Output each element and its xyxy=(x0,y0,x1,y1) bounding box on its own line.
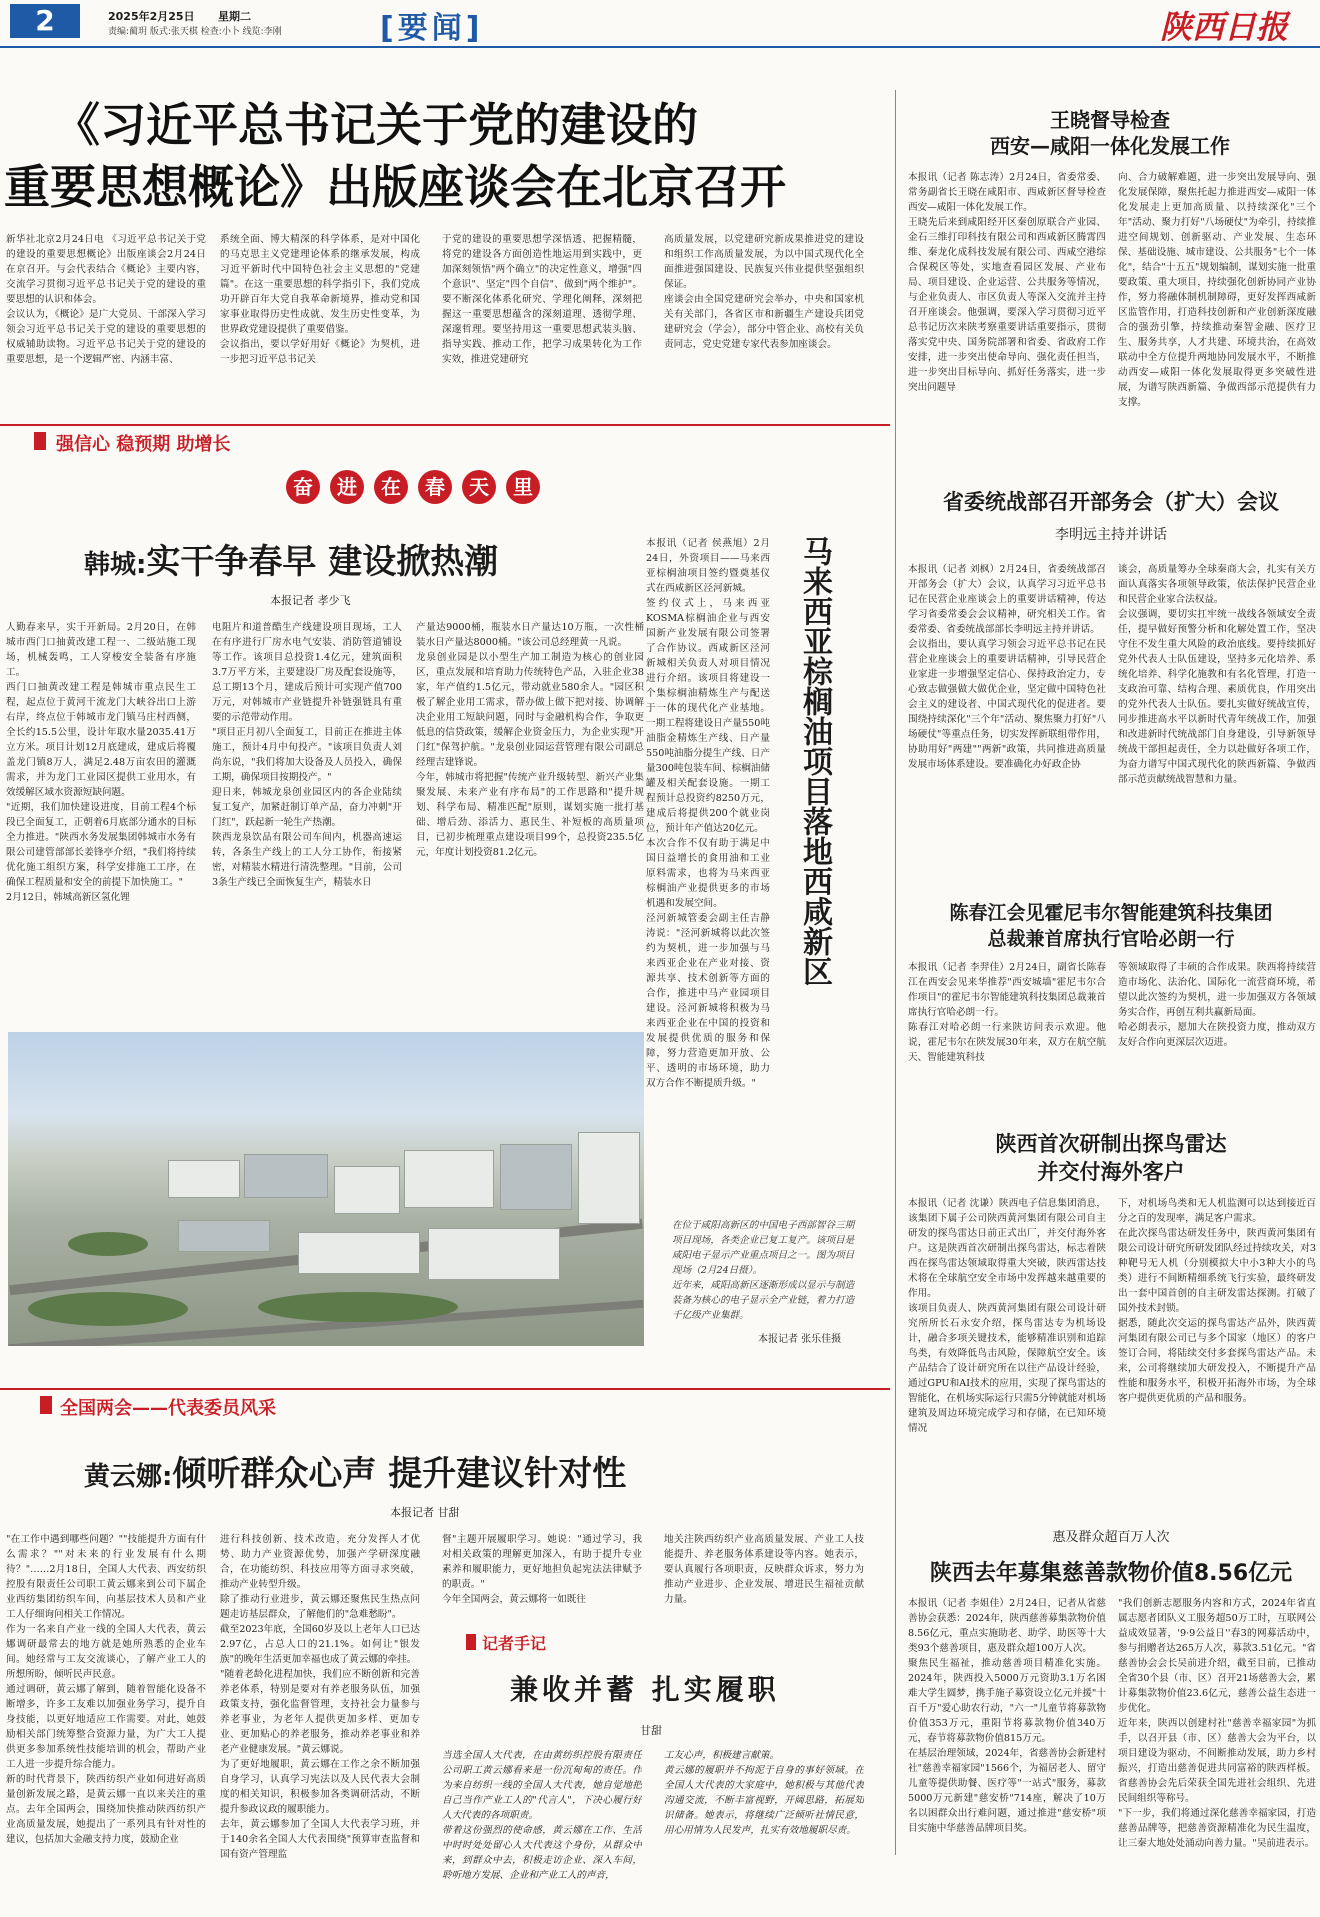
charity-col2: "我们创新志愿服务内容和方式，2024年省直属志愿者团队义工服务超50万工时，互联网公益成效显著，'9·9公益日''春3的网募活动中，参与捐赠者达265万人次，募款3.51亿元。"省慈善协会会长吴前进介绍，截至目前，已推动全省30个县（市、区）召开21场慈善大会，累计募集款物价值23.6亿元，慈善公益生态进一步优化。 近年来，陕西以创建村社"慈善幸福家园"为抓手，以召开县（市、区）慈善大会为平台，以项目建设为驱动，不间断推动发展，助力乡村振兴，打造出慈善促进共同富裕的陕西样板。省慈善协会先后荣获全国先进社会组织、先进民间组织等称号。 "下一步，我们将通过深化慈善幸福家园，打造慈善品牌等，把慈善资源精准化为民生温度，让三秦大地处处涌动向善力量。"吴前进表示。 xyxy=(1118,1598,1316,1849)
huang-col4: 地关注陕西纺织产业高质量发展、产业工人技能提升、养老服务体系建设等内容。她表示，要认真履行各项职责，反映群众诉求，努力为推动产业进步、企业发展、增进民生福祉贡献力量。 xyxy=(664,1534,864,1605)
chip-4: 春 xyxy=(418,470,452,504)
main-headline-2: 重要思想概论》出版座谈会在北京召开 xyxy=(4,160,786,214)
radar-title-1: 陕西首次研制出探鸟雷达 xyxy=(995,1132,1227,1156)
charity-title: 陕西去年募集慈善款物价值8.56亿元 xyxy=(929,1561,1293,1586)
wangxiao-title-1: 王晓督导检查 xyxy=(1050,108,1170,132)
main-article-col4: 高质量发展，以党建研究新成果推进党的建设和组织工作高质量发展，为以中国式现代化全面推进强国建设、民族复兴伟业提供坚强组织保证。 座谈会由全国党建研究会举办，中央和国家机关有关部门，各省区市和新疆生产建设兵团党建研究会（学会），部分中管企业、高校有关负责同志，党史党建专家代表参加座谈会。 xyxy=(664,234,864,350)
notes-title: 兼收并蓄 扎实履职 xyxy=(510,1673,780,1706)
huang-title-prefix: 黄云娜: xyxy=(84,1462,173,1492)
notes-col1: 当选全国人大代表，在由黄纺织控股有限责任公司职工黄云娜看来是一份沉甸甸的责任。作为来自纺织一线的全国人大代表，她自觉地把自己当作产业工人的"代言人"，下决心履行好人大代表的各项职责。 带着这份强烈的使命感，黄云娜在工作、生活中时时处处留心人大代表这个身份，从群众中来，到群众中去，积极走访企业、深入车间，聆听地方发展、企业和产业工人的声音， xyxy=(442,1750,642,1881)
hancheng-col3: 产量达9000桶，瓶装水日产量达10万瓶，一次性桶装水日产量达8000桶。"该公司总经理黄一凡说。 龙泉创业园是以小型生产加工制造为核心的创业园区，重点发展和培育助力传统特色产品，入驻企业38家，年产值约1.5亿元，带动就业580余人。"园区积极了解企业用工需求，帮办做上做下把对接、协调解决企业用工短缺问题，同时与金融机构合作，争取更低息的信贷政策，缓解企业资金压力，为企业实现"开门红"保驾护航。"龙泉创业园运营管理有限公司副总经理吉建锋说。 今年，韩城市将把握"传统产业升级转型、新兴产业集聚发展、未来产业有序布局"的工作思路和"提升规划、科学布局、精准匹配"原则，谋划实施一批打基础、增后劲、添活力、惠民生、补短板的高质量项目，已初步梳理重点建设项目99个，总投资235.5亿元，年度计划投资81.2亿元。 xyxy=(416,622,644,858)
chip-5: 天 xyxy=(462,470,496,504)
section-label: [要闻] xyxy=(380,11,484,46)
hancheng-col1: 人勤春来早，实干开新局。2月20日，在韩城市西门口抽黄改建工程一、二级站施工现场，机械轰鸣，工人穿梭安全装备有序施工。 西门口抽黄改建工程是韩城市重点民生工程，起点位于黄河干流龙门大峡谷出口上游右岸，终点位于韩城市龙门镇马庄村西侧，全长约15.5公里，设计年取水量2035.41万立方米。项目计划12月底建成，建成后将覆盖龙门镇8万人，满足2.48万亩农田的灌溉需求，并为龙门工业园区提供工业用水，有效缓解区域水资源短缺问题。 "近期，我们加快建设进度，目前工程4个标段已全面复工，正朝着6月底部分通水的目标全力推进。"陕西水务发展集团韩城市水务有限公司建管部部长姜锋亭介绍，"我们将持续优化施工组织方案，科学安排施工工序，在确保工程质量和安全的前提下加快施工。" 2月12日，韩城高新区氢化锂 xyxy=(6,622,196,903)
huang-col1: "在工作中遇到哪些问题？""技能提升方面有什么需求？""对未来的行业发展有什么期待？"……2月18日，全国人大代表、西安纺织控股有限责任公司职工黄云娜来到公司下属企业西纺集团纺织车间，向基层技术人员和产业工人仔细询问相关工作情况。 作为一名来自产业一线的全国人大代表，黄云娜调研最常去的地方就是她所熟悉的企业车间。她经常与工友交流谈心，了解产业工人的所想所盼，倾听民声民意。 通过调研，黄云娜了解到，随着智能化设备不断增多，许多工友难以加强业务学习，提升自身技能，以更好地适应工作需要。对此，她鼓励相关部门统筹整合资源力量，为广大工人提供更多参加系统性技能培训的机会，帮助产业工人进一步提升综合能力。 新的时代背景下，陕西纺织产业如何进好高质量创新发展之路，是黄云娜一直以来关注的重点。去年全国两会，围绕加快推动陕西纺织产业高质量发展，她提出了一系列具有针对性的建议，包括加大金融支持力度，鼓励企业 xyxy=(6,1534,206,1845)
hancheng-title-main: 实干争春早 建设掀热潮 xyxy=(146,542,499,582)
section-marker xyxy=(34,432,46,450)
notes-marker xyxy=(466,1634,476,1650)
chen-title-2: 总裁兼首席执行官哈必朗一行 xyxy=(987,928,1235,950)
page-header xyxy=(0,0,1320,44)
chip-2: 进 xyxy=(330,470,364,504)
chen-col1: 本报讯（记者 李羿佳）2月24日，副省长陈春江在西安会见来华推荐"西安城墙"霍尼韦尔合作项目"的霍尼韦尔智能建筑科技集团总裁兼首席执行官哈必朗一行。 陈春江对哈必朗一行来陕访问表示欢迎。他说，霍尼韦尔在陕发展30年来，双方在航空航天、智能建筑科技 xyxy=(908,962,1106,1063)
wangxiao-col1: 本报讯（记者 陈志涛）2月24日，省委常委、常务副省长王晓在咸阳市、西咸新区督导检查西安—咸阳一体化发展工作。 王晓先后来到咸阳经开区秦创原联合产业园、金石三维打印科技有限公司和西咸新区腾霄四维、秦龙化成科技发展有限公司、西咸空港综合保税区等处，实地查看园区发展、产业布局、项目建设、企业运营、公共服务等情况，与企业负责人、市区负责人等深入交流并主持召开座谈会。他强调，要深入学习贯彻习近平总书记历次来陕考察重要讲话重要指示，贯彻落实党中央、国务院部署和省委、省政府工作安排，进一步突出使命导向、强化责任担当，进一步突出目标导向、抓好任务落实，进一步突出问题导 xyxy=(908,172,1106,393)
conference-title: 全国两会——代表委员风采 xyxy=(60,1398,276,1419)
malaysia-body: 本报讯（记者 侯燕旭）2月24日，外资项目——马来西亚棕榈油项目签约暨奠基仪式在西咸新区泾河新城。 签约仪式上，马来西亚KOSMA棕榈油企业与西安国新产业发展有限公司签署了合作协议。西咸新区泾河新城相关负责人对项目情况进行介绍。该项目将建设一个集棕榈油精炼生产与配送于一体的现代化产业基地。一期工程将建设日产量550吨油脂金精炼生产线、日产量550吨油脂分提生产线、日产量300吨包装车间、棕榈油储罐及相关配套设施。一期工程预计总投资约8250万元，建成后将提供200个就业岗位，预计年产值达20亿元。 本次合作不仅有助于满足中国日益增长的食用油和工业原料需求，也将为马来西亚棕榈油产业提供更多的市场机遇和发展空间。 泾河新城管委会副主任吉静涛说："泾河新城将以此次签约为契机，进一步加强与马来西亚企业在产业对接、资源共享、技术创新等方面的合作，推进中马产业园项目建设。泾河新城将积极为马来西亚企业在中国的投资和发展提供优质的服务和保障，努力营造更加开放、公平、透明的市场环境，助力双方合作不断提质升级。" xyxy=(646,538,770,1089)
page-number: 2 xyxy=(10,4,80,38)
notes-byline: 甘甜 xyxy=(640,1724,662,1737)
charity-col1: 本报讯（记者 李姐佳）2月24日，记者从省慈善协会获悉：2024年，陕西慈善募集款物价值8.56亿元，重点实施助老、助学、助医等十大类93个慈善项目，惠及群众超100万人次。 聚焦民生福祉，推动慈善项目精准化实施。2024年，陕西投入5000万元资助3.1万名困难大学生圆梦，携手施子募资设立亿元并援"十百千万"爱心助农行动，"六一"儿童节将募款物价值353万元，重阳节将募款物价值340万元，春节将募款物价值815万元。 在基层治理领域，2024年，省慈善协会新建村社"慈善幸福家园"1566个，为福居老人、留守儿童等提供助餐、医疗等"一站式"服务，募款5000万元新建"慈安桥"714座，解决了10万名以困群众出行难问题，通过推进"慈安桥"项目实施中华慈善品牌项目奖。 xyxy=(908,1598,1106,1834)
header-rule xyxy=(0,46,1320,48)
charity-kicker: 惠及群众超百万人次 xyxy=(1052,1530,1170,1545)
hancheng-byline: 本报记者 孝少飞 xyxy=(270,594,351,607)
section-rule xyxy=(0,424,890,426)
chips-row xyxy=(286,470,586,510)
hancheng-title xyxy=(84,534,498,583)
notes-col2: 工友心声，积极建言献策。 黄云娜的履职并不拘泥于自身的事好领域。在全国人大代表的大家庭中，她积极与其他代表沟通交流，不断丰富视野，开阔思路，拓展知识储备。她表示，将继续广泛倾听社情民意，用心用情为人民发声，扎实有效地履职尽责。 xyxy=(664,1750,864,1836)
main-article-col1: 新华社北京2月24日电 《习近平总书记关于党的建设的重要思想概论》出版座谈会2月24日在京召开。与会代表结合《概论》主要内容，交流学习贯彻习近平总书记关于党的建设的重要思想的认识和体会。 会议认为，《概论》是广大党员、干部深入学习领会习近平总书记关于党的建设的重要思想的权威辅助读物。习近平总书记关于党的建设的重要思想，是一个逻辑严密、内涵丰富、 xyxy=(6,234,206,365)
chip-3: 在 xyxy=(374,470,408,504)
issue-date: 2025年2月25日 xyxy=(108,10,195,23)
notes-label-text: 记者手记 xyxy=(482,1634,547,1653)
unitedfront-subtitle: 李明远主持并讲话 xyxy=(1055,527,1167,543)
main-headline-1: 《习近平总书记关于党的建设的 xyxy=(54,98,698,152)
photo-caption: 在位于咸阳高新区的中国电子西部智谷三期项目现场，各类企业已复工复产。该项目是咸阳电子显示产业重点项目之一。图为项目现场（2月24日摄）。 近年来，咸阳高新区逐渐形成以显示与制造装备为核心的电子显示全产业链，着力打造千亿级产业集群。 xyxy=(672,1220,855,1321)
photo-credit: 本报记者 张乐佳摄 xyxy=(758,1334,842,1345)
wangxiao-title-2: 西安—咸阳一体化发展工作 xyxy=(990,134,1230,158)
section-bar xyxy=(0,428,300,456)
radar-col2: 下，对机场鸟类和无人机监测可以达到接近百分之百的发现率，满足客户需求。 在此次探鸟雷达研发任务中，陕西黄河集团有限公司设计研究所研发团队经过持续攻关，对3种靶号无人机（分别模拟大中小3种大小的鸟类）进行不间断精细系统飞行实验，最终研发出一套中国首创的自主研发雷达探测。打破了国外技术封锁。 据悉，随此次交运的探鸟雷达产品外，陕西黄河集团有限公司已与多个国家（地区）的客户签订合同，将陆续交付多套探鸟雷达产品。未来，公司将继续加大研发投入，不断提升产品性能和服务水平，积极开拓海外市场，为全球客户提供更优质的产品和服务。 xyxy=(1118,1198,1316,1404)
radar-col1: 本报讯（记者 沈谦）陕西电子信息集团消息，该集团下属子公司陕西黄河集团有限公司自主研发的探鸟雷达日前正式出厂，并交付海外客户。这是陕西首次研制出探鸟雷达，标志着陕西在探鸟雷达领域取得重大突破，陕西雷达技术将在全球航空安全市场中发挥越来越重要的作用。 该项目负责人、陕西黄河集团有限公司设计研究所所长石永安介绍，探鸟雷达专为机场设计，融合多项关键技术，能够精准识别和追踪鸟类，有效降低鸟击风险，保障航空安全。该产品结合了设计研究所在以往产品设计经验，通过GPU和AI技术的应用，实现了探鸟雷达的智能化，在机场实际运行只需5分钟就能对机场建筑及周边环境完成学习和存储，在已知环境情况 xyxy=(908,1198,1106,1434)
hancheng-col2: 电阻片和道普酷生产线建设项目现场，工人在有序进行厂房水电气安装、消防管道铺设等工作。该项目总投资1.4亿元，建筑面积3.7万平方米，主要建设厂房及配套设施等，总工期13个月，建成后预计可实现产值700万元，对韩城市产业链提升补链强链具有重要的示范带动作用。 "项目正月初八全面复工，目前正在推进主体施工，预计4月中旬投产。"该项目负责人刘尚东说，"我们将加大设备及人员投入，确保工期，确保项目按期投产。" 迎日来，韩城龙泉创业园区内的各企业陆续复工复产，加紧赶制订单产品，奋力冲刺"开门红"，跃起新一轮生产热潮。 陕西龙泉饮品有限公司车间内，机器高速运转，各条生产线上的工人分工协作，衔接紧密，对精装水精进行清洗整理。"目前，公司3条生产线已全面恢复生产，精装水日 xyxy=(212,622,402,888)
main-article-col3: 于党的建设的重要思想学深悟透、把握精髓，将党的建设各方面创造性地运用到实践中，更加深刻领悟"两个确立"的决定性意义，增强"四个意识"、坚定"四个自信"、做到"两个维护"。要不断深化体系化研究、学理化阐释，深刻把握这一重要思想蕴含的深刻道理、透彻学理、深邃哲理。要坚持用这一重要思想武装头脑、指导实践、推动工作，把学习成果转化为工作实效，推进党建研究 xyxy=(442,234,642,365)
chip-1: 奋 xyxy=(286,470,320,504)
conference-rule xyxy=(0,1388,890,1390)
issue-weekday: 星期二 xyxy=(218,10,251,23)
radar-title-2: 并交付海外客户 xyxy=(1037,1160,1185,1184)
chen-title-1: 陈春江会见霍尼韦尔智能建筑科技集团 xyxy=(949,902,1273,924)
unitedfront-col1: 本报讯（记者 刘枫）2月24日，省委统战部召开部务会（扩大）会议，认真学习习近平总书记在民营企业座谈会上的重要讲话精神，传达学习省委常委会会议精神，研究相关工作。省委常委、省委统战部部长李明远主持并讲话。 会议指出，要认真学习领会习近平总书记在民营企业座谈会上的重要讲话精神，引导民营企业家进一步增强坚定信心、保持政治定力，专心致志做强做大做优企业，坚定做中国特色社会主义的建设者、中国式现代化的促进者。要围绕持续深化"三个年"活动、聚焦聚力打好"八场硬仗"等重点任务，切实发挥新联组带作用，协助用好"两建""两新"政策，共同推进高质量发展市场体系建设。要准确化办好政企协 xyxy=(908,564,1106,770)
chip-6: 里 xyxy=(506,470,540,504)
chen-col2: 等领域取得了丰硕的合作成果。陕西将持续营造市场化、法治化、国际化一流营商环境，希望以此次签约为契机，进一步加强双方各领域务实合作，再创互利共赢新局面。 哈必朗表示，愿加大在陕投资力度，推动双方友好合作向更深层次迈进。 xyxy=(1118,962,1316,1048)
wangxiao-col2: 向、合力破解难题，进一步突出发展导向、强化发展保障，聚焦托起力推进西安—咸阳一体化发展走上更加高质量、以持续深化"三个年"活动、聚力打好"八场硬仗"为牵引，持续推进空间规划、创新驱动、产业发展、生态环保、基础设施、城市建设、公共服务"七个一体化"，结合"十五五"规划编制，谋划实施一批重要政策、重大项目，持续强化创新协同产业协作，努力将融体制机制障碍，更好发挥西咸新区监管作用，打造科技创新和产业创新深度融合的强劲引擎，持续推动秦智金融、医疗卫生、服务共享，人才共建、环境共治，在高效联动中全方位提升两地协同发展水平，不断推动西安—咸阳一体化发展取得更多突破性进展，为谱写陕西新篇、争做西部示范提供有力支撑。 xyxy=(1118,172,1316,408)
huang-title xyxy=(84,1446,626,1495)
unitedfront-col2: 谈会，高质量筹办全球秦商大会，扎实有关方面认真落实各项领导政策，依法保护民营企业和民营企业家合法权益。 会议强调，要切实扛牢统一战线各领域安全责任，提早做好预警分析和化解处置工作，坚决守住不发生重大风险的政治底线。要持续抓好党外代表人士队伍建设，坚持多元化培养、系统化培养、科学化施教和有名化管理，打造一支政治可靠、结构合理、素质优良，作用突出的党外代表人士队伍。要扎实做好统战宣传，同步推进高水平以新时代青年统战工作，加强和改进新时代统战部门自身建设，引导新领导统战干部担起责任，全力以赴做好各项工作，为奋力谱写中国式现代化的陕西新篇、争做西部示范贡献统战智慧和力量。 xyxy=(1118,564,1316,785)
hancheng-title-prefix: 韩城: xyxy=(84,550,147,580)
section-title: 强信心 稳预期 助增长 xyxy=(56,434,231,455)
notes-label xyxy=(466,1630,666,1654)
malaysia-title: 马来西亚棕榈油项目落地西咸新区 xyxy=(797,536,832,986)
conference-marker xyxy=(40,1396,52,1414)
huang-col2: 进行科技创新、技术改造，充分发挥人才优势、助力产业资源优势，加强产学研深度融合，在功能纺织、科技应用等方面寻求突破，推动产业转型升级。 除了推动行业进步，黄云娜还聚焦民生热点问题走访基层群众，了解他们的"急难愁盼"。 截至2023年底，全国60岁及以上老年人口已达2.97亿，占总人口的21.1%。如何让"银发族"的晚年生活更加幸福也成了黄云娜的牵挂。 "随着老龄化进程加快，我们应不断创新和完善养老体系，特别是要对有养老服务队伍，加强政策支持，强化监督管理，支持社会力量参与养老事业，为老年人提供更加多样、更加专业、更加贴心的养老服务，推动养老事业和养老产业健康发展。"黄云娜说。 为了更好地履职，黄云娜在工作之余不断加强自身学习，认真学习宪法以及人民代表大会制度的相关知识，积极参加各类调研活动，不断提升参政议政的履职能力。 去年，黄云娜参加了全国人大代表学习班，并于140余名全国人大代表围绕"预算审查监督和国有资产管理监 xyxy=(220,1534,420,1860)
conference-bar xyxy=(0,1392,400,1420)
huang-col3: 督"主题开展履职学习。她说："通过学习，我对相关政策的理解更加深入，有助于提升专业素养和履职能力，更好地担负起宪法法律赋予的职责。" 今年全国两会，黄云娜将一如既往 xyxy=(442,1534,642,1605)
unitedfront-title: 省委统战部召开部务会（扩大）会议 xyxy=(943,490,1279,514)
col-rule xyxy=(895,90,896,1855)
main-article-col2: 系统全面、博大精深的科学体系，是对中国化的马克思主义党建理论体系的继承发展，构成习近平新时代中国特色社会主义思想的"党建篇"。在这一重要思想的科学指引下，我们党成功开辟百年大党自我革命新境界，推动党和国家事业取得历史性成就、发生历史性变革，为世界政党建设提供了重要借鉴。 会议指出，要以学好用好《概论》为契机，进一步把习近平总书记关 xyxy=(220,234,420,365)
editors-line: 责编:蔺玥 版式:张天棋 检查:小卜 线览:李刚 xyxy=(108,27,282,37)
huang-title-main: 倾听群众心声 提升建议针对性 xyxy=(172,1454,627,1494)
masthead-logo: 陕西日报 xyxy=(1160,8,1289,46)
construction-photo xyxy=(8,1032,644,1346)
huang-byline: 本报记者 甘甜 xyxy=(390,1506,460,1519)
